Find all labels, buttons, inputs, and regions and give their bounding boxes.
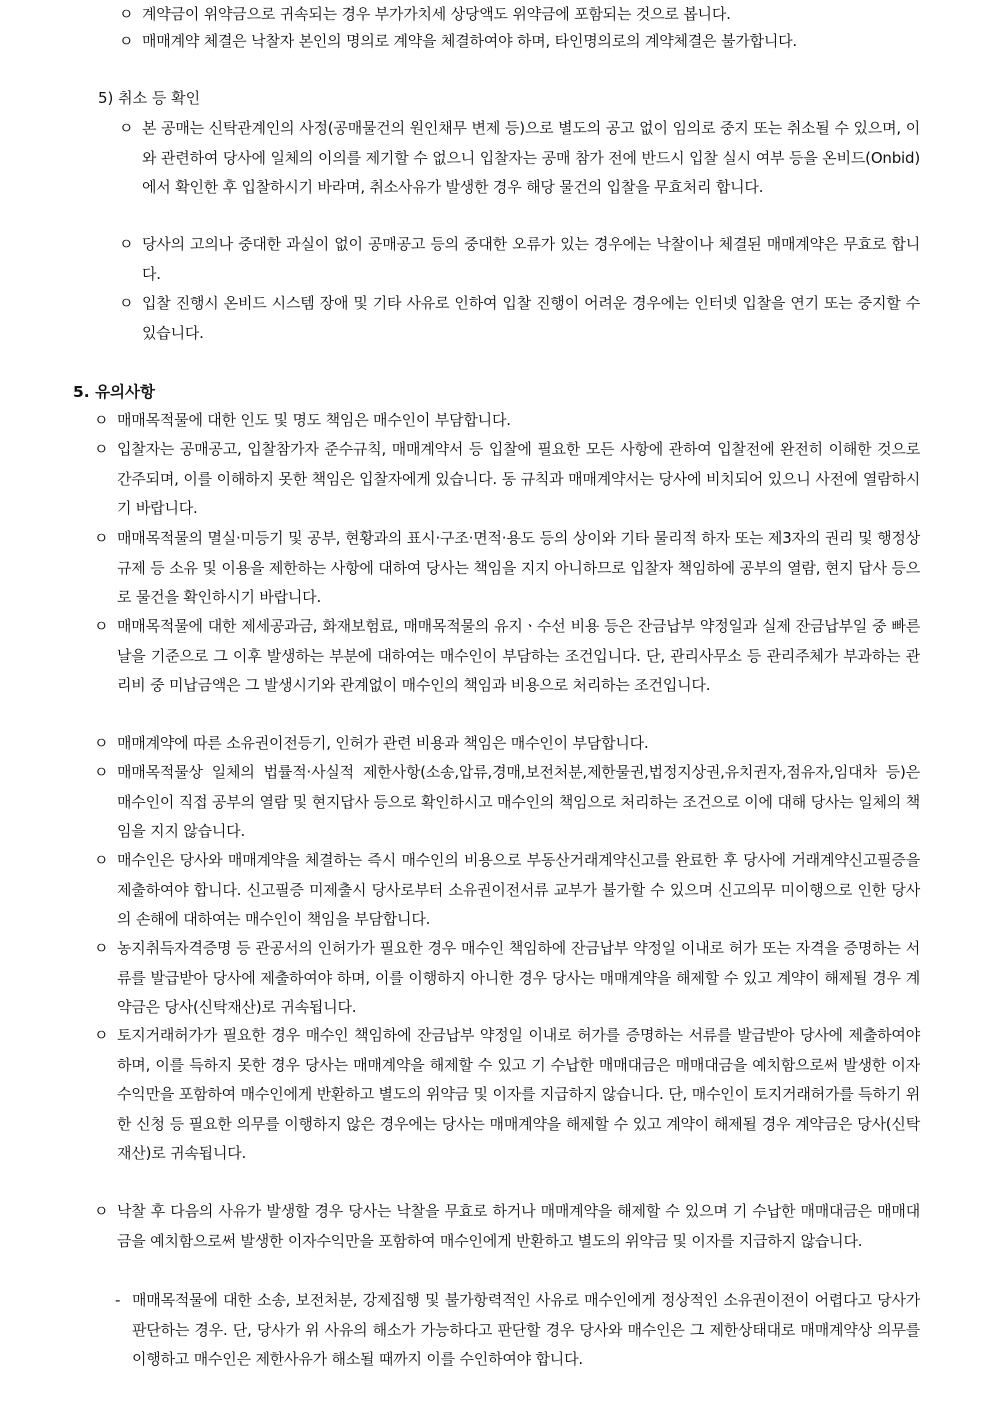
list-item bbox=[94, 1021, 920, 1169]
list-item bbox=[119, 0, 920, 30]
list-item-text: 매매계약에 따른 소유권이전등기, 인허가 관련 비용과 책임은 매수인이 부담합니다. bbox=[117, 734, 649, 752]
bullet-marker: ㅇ bbox=[94, 617, 109, 635]
list-item-text: 당사의 고의나 중대한 과실이 없이 공매공고 등의 중대한 오류가 있는 경우에는 낙찰이나 체결된 매매계약은 무효로 합니다. bbox=[142, 235, 920, 283]
bullet-marker: ㅇ bbox=[94, 763, 109, 781]
bullet-marker: ㅇ bbox=[94, 851, 109, 869]
list-item bbox=[94, 612, 920, 701]
list-item bbox=[94, 435, 920, 524]
list-item-text: 매매목적물에 대한 인도 및 명도 책임은 매수인이 부담합니다. bbox=[117, 411, 511, 429]
bullet-marker: ㅇ bbox=[119, 32, 134, 50]
list-item-text: 토지거래허가가 필요한 경우 매수인 책임하에 잔금납부 약정일 이내로 허가를 증명하는 서류를 발급받아 당사에 제출하여야 하며, 이를 득하지 못한 경우 당사는 매매계약을 해제할 수 있고 기 수납한 매매대금은 매매대금을 예치함으로써 발생한 이자수익만을 포함하여 매수인에게 반환하고 별도의 위약금 및 이자를 지급하지 않습니다. 단, 매수인이 토지거래허가를 득하기 위한 신청 등 필요한 의무를 이행하지 않은 경우에는 당사는 매매계약을 해제할 수 있고 계약이 해제될 경우 계약금은 당사(신탁재산)로 귀속됩니다. bbox=[117, 1026, 920, 1162]
bullet-marker: ㅇ bbox=[119, 235, 134, 253]
list-item bbox=[119, 114, 920, 203]
list-item bbox=[94, 758, 920, 847]
list-item bbox=[119, 289, 920, 348]
list-item-text: 매매목적물상 일체의 법률적·사실적 제한사항(소송,압류,경매,보전처분,제한물권,법정지상권,유치권자,점유자,임대차 등)은 매수인이 직접 공부의 열람 및 현지답사 등으로 확인하시고 매수인의 책임으로 처리하는 조건으로 이에 대해 당사는 일체의 책임을 지지 않습니다. bbox=[117, 763, 920, 840]
list-item bbox=[94, 406, 920, 436]
list-item-text: 매매계약 체결은 낙찰자 본인의 명의로 계약을 체결하여야 하며, 타인명의로의 계약체결은 불가합니다. bbox=[142, 32, 798, 50]
list-item-text: 낙찰 후 다음의 사유가 발생할 경우 당사는 낙찰을 무효로 하거나 매매계약을 해제할 수 있으며 기 수납한 매매대금은 매매대금을 예치함으로써 발생한 이자수익만을 포함하여 매수인에게 반환하고 별도의 위약금 및 이자를 지급하지 않습니다. bbox=[117, 1202, 920, 1250]
bullet-marker: ㅇ bbox=[94, 734, 109, 752]
list-item bbox=[94, 846, 920, 935]
list-item bbox=[94, 934, 920, 1023]
list-item bbox=[94, 524, 920, 613]
list-item-text: 농지취득자격증명 등 관공서의 인허가가 필요한 경우 매수인 책임하에 잔금납부 약정일 이내로 허가 또는 자격을 증명하는 서류를 발급받아 당사에 제출하여야 하며, 이를 이행하지 아니한 경우 당사는 매매계약을 해제할 수 있고 계약이 해제될 경우 계약금은 당사(신탁재산)로 귀속됩니다. bbox=[117, 939, 920, 1016]
bullet-marker: ㅇ bbox=[119, 119, 134, 137]
sub-list-item bbox=[115, 1286, 920, 1375]
list-item-text: 매수인은 당사와 매매계약을 체결하는 즉시 매수인의 비용으로 부동산거래계약신고를 완료한 후 당사에 거래계약신고필증을 제출하여야 합니다. 신고필증 미제출시 당사로부터 소유권이전서류 교부가 불가할 수 있으며 신고의무 미이행으로 인한 당사의 손해에 대하여는 매수인이 책임을 부담합니다. bbox=[117, 851, 920, 928]
list-item-text: 매매목적물에 대한 제세공과금, 화재보험료, 매매목적물의 유지ㆍ수선 비용 등은 잔금납부 약정일과 실제 잔금납부일 중 빠른 날을 기준으로 그 이후 발생하는 부분에 대하여는 매수인이 부담하는 조건입니다. 단, 관리사무소 등 관리주체가 부과하는 관리비 중 미납금액은 그 발생시기와 관계없이 매수인의 책임과 비용으로 처리하는 조건입니다. bbox=[117, 617, 920, 694]
bullet-marker: ㅇ bbox=[94, 411, 109, 429]
list-item-text: 입찰자는 공매공고, 입찰참가자 준수규칙, 매매계약서 등 입찰에 필요한 모든 사항에 관하여 입찰전에 완전히 이해한 것으로 간주되며, 이를 이해하지 못한 책임은 입찰자에게 있습니다. 동 규칙과 매매계약서는 당사에 비치되어 있으니 사전에 열람하시기 바랍니다. bbox=[117, 440, 920, 517]
list-item-text: 매매목적물의 멸실·미등기 및 공부, 현황과의 표시·구조·면적·용도 등의 상이와 기타 물리적 하자 또는 제3자의 권리 및 행정상 규제 등 소유 및 이용을 제한하는 사항에 대하여 당사는 책임을 지지 아니하므로 입찰자 책임하에 공부의 열람, 현지 답사 등으로 물건을 확인하시기 바랍니다. bbox=[117, 529, 920, 606]
section-heading-notes: 5. 유의사항 bbox=[73, 383, 155, 401]
bullet-marker: ㅇ bbox=[94, 1202, 109, 1220]
list-item-text: 입찰 진행시 온비드 시스템 장애 및 기타 사유로 인하여 입찰 진행이 어려운 경우에는 인터넷 입찰을 연기 또는 중지할 수 있습니다. bbox=[142, 294, 920, 342]
bullet-marker: ㅇ bbox=[119, 5, 134, 23]
list-item bbox=[94, 729, 920, 759]
list-item bbox=[119, 230, 920, 289]
list-item bbox=[119, 27, 920, 57]
list-item-text: 본 공매는 신탁관계인의 사정(공매물건의 원인채무 변제 등)으로 별도의 공고 없이 임의로 중지 또는 취소될 수 있으며, 이와 관련하여 당사에 일체의 이의를 제기할 수 없으니 입찰자는 공매 참가 전에 반드시 입찰 실시 여부 등을 온비드(Onbid)에서 확인한 후 입찰하시기 바라며, 취소사유가 발생한 경우 해당 물건의 입찰을 무효처리 합니다. bbox=[142, 119, 920, 196]
bullet-marker: ㅇ bbox=[94, 1026, 109, 1044]
list-item bbox=[94, 1197, 920, 1256]
bullet-marker: ㅇ bbox=[119, 294, 134, 312]
sub-list-item-text: 매매목적물에 대한 소송, 보전처분, 강제집행 및 불가항력적인 사유로 매수인에게 정상적인 소유권이전이 어렵다고 당사가 판단하는 경우. 단, 당사가 위 사유의 해소가 가능하다고 판단할 경우 당사와 매수인은 그 제한상태대로 매매계약상 의무를 이행하고 매수인은 제한사유가 해소될 때까지 이를 수인하여야 합니다. bbox=[132, 1291, 920, 1368]
section-heading-cancellation: 5) 취소 등 확인 bbox=[98, 89, 201, 107]
dash-marker: - bbox=[115, 1291, 121, 1309]
list-item-text: 계약금이 위약금으로 귀속되는 경우 부가가치세 상당액도 위약금에 포함되는 것으로 봅니다. bbox=[142, 5, 731, 23]
bullet-marker: ㅇ bbox=[94, 939, 109, 957]
bullet-marker: ㅇ bbox=[94, 529, 109, 547]
bullet-marker: ㅇ bbox=[94, 440, 109, 458]
